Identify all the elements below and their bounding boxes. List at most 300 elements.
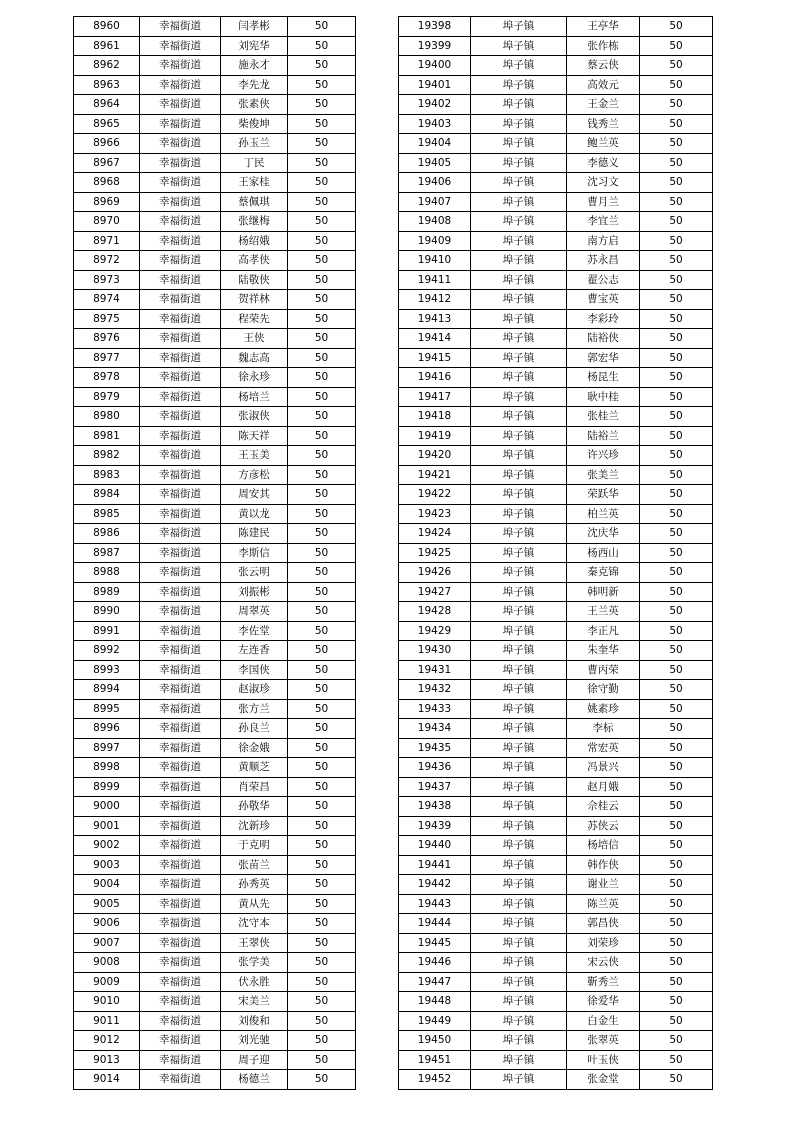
cell-district: 幸福街道 (140, 212, 221, 232)
cell-amount: 50 (640, 465, 713, 485)
cell-id: 19405 (399, 153, 471, 173)
cell-name: 李佐堂 (221, 621, 288, 641)
cell-name: 周安其 (221, 485, 288, 505)
cell-amount: 50 (288, 1050, 356, 1070)
cell-amount: 50 (640, 95, 713, 115)
table-row (399, 875, 713, 895)
table-row (399, 914, 713, 934)
table-row (399, 426, 713, 446)
cell-district: 幸福街道 (140, 777, 221, 797)
cell-id: 19436 (399, 758, 471, 778)
table-row (74, 1011, 356, 1031)
cell-id: 8969 (74, 192, 140, 212)
cell-district: 埠子镇 (471, 212, 567, 232)
cell-name: 伏永胜 (221, 972, 288, 992)
cell-name: 李斯信 (221, 543, 288, 563)
cell-id: 8976 (74, 329, 140, 349)
cell-name: 张云明 (221, 563, 288, 583)
cell-name: 陈兰英 (567, 894, 640, 914)
cell-id: 19448 (399, 992, 471, 1012)
table-row (399, 290, 713, 310)
table-row (399, 192, 713, 212)
table-row (399, 1011, 713, 1031)
cell-amount: 50 (640, 348, 713, 368)
cell-id: 9000 (74, 797, 140, 817)
cell-amount: 50 (640, 114, 713, 134)
table-row (399, 173, 713, 193)
cell-amount: 50 (640, 894, 713, 914)
cell-district: 埠子镇 (471, 953, 567, 973)
table-row (74, 153, 356, 173)
cell-district: 幸福街道 (140, 17, 221, 37)
cell-name: 冯景兴 (567, 758, 640, 778)
cell-name: 沈庆华 (567, 524, 640, 544)
cell-id: 8971 (74, 231, 140, 251)
table-row (74, 504, 356, 524)
cell-district: 幸福街道 (140, 641, 221, 661)
cell-id: 8986 (74, 524, 140, 544)
cell-name: 贺祥林 (221, 290, 288, 310)
table-row (74, 75, 356, 95)
cell-id: 19421 (399, 465, 471, 485)
cell-id: 8966 (74, 134, 140, 154)
cell-district: 埠子镇 (471, 543, 567, 563)
table-row (399, 212, 713, 232)
cell-district: 幸福街道 (140, 972, 221, 992)
cell-amount: 50 (288, 17, 356, 37)
cell-amount: 50 (288, 309, 356, 329)
cell-district: 幸福街道 (140, 1070, 221, 1090)
cell-name: 张素侠 (221, 95, 288, 115)
table-row (399, 621, 713, 641)
table-row (399, 836, 713, 856)
cell-name: 杨昆生 (567, 368, 640, 388)
cell-name: 刘振彬 (221, 582, 288, 602)
cell-amount: 50 (288, 251, 356, 271)
cell-id: 19412 (399, 290, 471, 310)
cell-name: 陆敬侠 (221, 270, 288, 290)
table-row (74, 582, 356, 602)
cell-id: 8998 (74, 758, 140, 778)
cell-id: 19399 (399, 36, 471, 56)
cell-name: 张作栋 (567, 36, 640, 56)
table-row (399, 582, 713, 602)
cell-name: 徐永珍 (221, 368, 288, 388)
table-row (74, 485, 356, 505)
cell-district: 埠子镇 (471, 972, 567, 992)
cell-id: 19404 (399, 134, 471, 154)
cell-amount: 50 (640, 36, 713, 56)
table-row (74, 738, 356, 758)
cell-name: 刘荣珍 (567, 933, 640, 953)
table-row (74, 953, 356, 973)
cell-amount: 50 (640, 231, 713, 251)
cell-district: 幸福街道 (140, 426, 221, 446)
cell-name: 曹丙荣 (567, 660, 640, 680)
cell-amount: 50 (640, 914, 713, 934)
cell-name: 黄以龙 (221, 504, 288, 524)
cell-name: 陈建民 (221, 524, 288, 544)
cell-name: 曹月兰 (567, 192, 640, 212)
cell-amount: 50 (640, 387, 713, 407)
table-row (74, 212, 356, 232)
cell-amount: 50 (288, 446, 356, 466)
cell-amount: 50 (288, 992, 356, 1012)
cell-name: 孙敬华 (221, 797, 288, 817)
table-row (399, 894, 713, 914)
table-row (399, 407, 713, 427)
cell-id: 19442 (399, 875, 471, 895)
cell-id: 19443 (399, 894, 471, 914)
cell-id: 9006 (74, 914, 140, 934)
cell-amount: 50 (640, 426, 713, 446)
cell-district: 幸福街道 (140, 114, 221, 134)
cell-district: 幸福街道 (140, 446, 221, 466)
table-row (399, 446, 713, 466)
cell-district: 幸福街道 (140, 875, 221, 895)
cell-amount: 50 (640, 17, 713, 37)
cell-amount: 50 (288, 348, 356, 368)
table-row (399, 1050, 713, 1070)
cell-id: 19432 (399, 680, 471, 700)
cell-name: 朱奎华 (567, 641, 640, 661)
cell-amount: 50 (288, 894, 356, 914)
table-row (399, 368, 713, 388)
cell-district: 幸福街道 (140, 251, 221, 271)
cell-district: 埠子镇 (471, 914, 567, 934)
cell-amount: 50 (288, 563, 356, 583)
cell-name: 叶玉侠 (567, 1050, 640, 1070)
cell-id: 9010 (74, 992, 140, 1012)
table-row (399, 680, 713, 700)
cell-name: 许兴珍 (567, 446, 640, 466)
cell-name: 韩明新 (567, 582, 640, 602)
right-table (398, 16, 713, 1090)
cell-amount: 50 (640, 504, 713, 524)
cell-id: 19447 (399, 972, 471, 992)
cell-name: 荣跃华 (567, 485, 640, 505)
cell-id: 19444 (399, 914, 471, 934)
cell-name: 郭昌侠 (567, 914, 640, 934)
cell-amount: 50 (640, 134, 713, 154)
cell-district: 幸福街道 (140, 563, 221, 583)
cell-name: 陆裕兰 (567, 426, 640, 446)
table-row (399, 348, 713, 368)
cell-id: 19440 (399, 836, 471, 856)
table-row (399, 719, 713, 739)
cell-name: 王金兰 (567, 95, 640, 115)
cell-id: 8960 (74, 17, 140, 37)
cell-id: 19416 (399, 368, 471, 388)
cell-name: 沈新珍 (221, 816, 288, 836)
cell-district: 幸福街道 (140, 153, 221, 173)
cell-amount: 50 (640, 602, 713, 622)
table-row (74, 407, 356, 427)
cell-id: 8997 (74, 738, 140, 758)
cell-amount: 50 (288, 543, 356, 563)
table-row (399, 660, 713, 680)
cell-amount: 50 (288, 368, 356, 388)
cell-name: 耿中桂 (567, 387, 640, 407)
cell-district: 幸福街道 (140, 894, 221, 914)
table-row (399, 504, 713, 524)
cell-name: 谢业兰 (567, 875, 640, 895)
cell-id: 8974 (74, 290, 140, 310)
cell-district: 埠子镇 (471, 836, 567, 856)
cell-district: 埠子镇 (471, 504, 567, 524)
cell-district: 幸福街道 (140, 56, 221, 76)
cell-amount: 50 (288, 524, 356, 544)
cell-district: 埠子镇 (471, 231, 567, 251)
table-row (399, 95, 713, 115)
cell-amount: 50 (288, 641, 356, 661)
cell-district: 幸福街道 (140, 933, 221, 953)
cell-id: 19450 (399, 1031, 471, 1051)
cell-district: 埠子镇 (471, 621, 567, 641)
table-row (399, 524, 713, 544)
table-row (74, 231, 356, 251)
cell-name: 王亭华 (567, 17, 640, 37)
cell-amount: 50 (640, 446, 713, 466)
cell-id: 8983 (74, 465, 140, 485)
cell-district: 埠子镇 (471, 797, 567, 817)
cell-amount: 50 (640, 621, 713, 641)
table-row (399, 1070, 713, 1090)
table-row (74, 348, 356, 368)
cell-id: 19408 (399, 212, 471, 232)
cell-amount: 50 (640, 368, 713, 388)
cell-amount: 50 (288, 777, 356, 797)
cell-district: 埠子镇 (471, 348, 567, 368)
cell-id: 19420 (399, 446, 471, 466)
cell-amount: 50 (640, 56, 713, 76)
cell-name: 李彩玲 (567, 309, 640, 329)
cell-district: 幸福街道 (140, 543, 221, 563)
cell-name: 张桂兰 (567, 407, 640, 427)
cell-id: 19434 (399, 719, 471, 739)
cell-amount: 50 (640, 485, 713, 505)
table-row (74, 309, 356, 329)
cell-id: 19411 (399, 270, 471, 290)
cell-name: 张翠英 (567, 1031, 640, 1051)
cell-name: 张学美 (221, 953, 288, 973)
cell-id: 19413 (399, 309, 471, 329)
cell-id: 8965 (74, 114, 140, 134)
table-row (74, 329, 356, 349)
table-row (74, 914, 356, 934)
cell-id: 8979 (74, 387, 140, 407)
table-row (74, 36, 356, 56)
cell-amount: 50 (640, 855, 713, 875)
cell-id: 19422 (399, 485, 471, 505)
cell-amount: 50 (640, 251, 713, 271)
cell-id: 9014 (74, 1070, 140, 1090)
cell-id: 8987 (74, 543, 140, 563)
table-row (74, 602, 356, 622)
cell-amount: 50 (640, 660, 713, 680)
cell-district: 幸福街道 (140, 1050, 221, 1070)
cell-district: 幸福街道 (140, 95, 221, 115)
table-row (74, 758, 356, 778)
cell-name: 曹宝英 (567, 290, 640, 310)
cell-amount: 50 (288, 114, 356, 134)
cell-name: 杨绍娥 (221, 231, 288, 251)
table-row (399, 992, 713, 1012)
cell-district: 埠子镇 (471, 1011, 567, 1031)
cell-name: 黄顺芝 (221, 758, 288, 778)
cell-name: 李国侠 (221, 660, 288, 680)
cell-amount: 50 (288, 192, 356, 212)
cell-amount: 50 (640, 758, 713, 778)
cell-id: 9005 (74, 894, 140, 914)
cell-name: 翟公志 (567, 270, 640, 290)
table-row (74, 972, 356, 992)
cell-amount: 50 (640, 816, 713, 836)
table-row (399, 972, 713, 992)
cell-amount: 50 (640, 953, 713, 973)
cell-district: 埠子镇 (471, 563, 567, 583)
cell-name: 常宏英 (567, 738, 640, 758)
cell-district: 幸福街道 (140, 231, 221, 251)
table-row (399, 543, 713, 563)
table-row (399, 75, 713, 95)
cell-name: 姚素珍 (567, 699, 640, 719)
cell-id: 8982 (74, 446, 140, 466)
cell-district: 幸福街道 (140, 855, 221, 875)
cell-amount: 50 (288, 231, 356, 251)
cell-amount: 50 (288, 1011, 356, 1031)
cell-name: 王兰英 (567, 602, 640, 622)
cell-amount: 50 (288, 699, 356, 719)
cell-amount: 50 (640, 1011, 713, 1031)
cell-id: 19438 (399, 797, 471, 817)
cell-name: 王玉美 (221, 446, 288, 466)
cell-district: 埠子镇 (471, 173, 567, 193)
cell-name: 杨培信 (567, 836, 640, 856)
cell-amount: 50 (288, 855, 356, 875)
cell-id: 19439 (399, 816, 471, 836)
cell-amount: 50 (288, 95, 356, 115)
cell-amount: 50 (288, 173, 356, 193)
cell-id: 19452 (399, 1070, 471, 1090)
cell-id: 8992 (74, 641, 140, 661)
table-row (399, 56, 713, 76)
cell-amount: 50 (288, 1031, 356, 1051)
cell-district: 埠子镇 (471, 875, 567, 895)
cell-id: 8964 (74, 95, 140, 115)
cell-district: 幸福街道 (140, 1011, 221, 1031)
cell-district: 幸福街道 (140, 992, 221, 1012)
cell-id: 9012 (74, 1031, 140, 1051)
cell-district: 埠子镇 (471, 1031, 567, 1051)
cell-district: 幸福街道 (140, 582, 221, 602)
cell-name: 张方兰 (221, 699, 288, 719)
cell-amount: 50 (288, 660, 356, 680)
cell-amount: 50 (640, 582, 713, 602)
cell-amount: 50 (288, 329, 356, 349)
cell-district: 幸福街道 (140, 504, 221, 524)
cell-name: 柴俊坤 (221, 114, 288, 134)
table-row (74, 387, 356, 407)
cell-name: 宋云侠 (567, 953, 640, 973)
table-row (399, 797, 713, 817)
cell-amount: 50 (640, 972, 713, 992)
cell-district: 埠子镇 (471, 777, 567, 797)
cell-id: 19445 (399, 933, 471, 953)
cell-amount: 50 (640, 1031, 713, 1051)
cell-id: 19433 (399, 699, 471, 719)
table-row (399, 114, 713, 134)
cell-amount: 50 (640, 563, 713, 583)
cell-amount: 50 (288, 719, 356, 739)
cell-id: 8995 (74, 699, 140, 719)
cell-amount: 50 (288, 290, 356, 310)
cell-amount: 50 (288, 602, 356, 622)
cell-district: 埠子镇 (471, 719, 567, 739)
cell-name: 张金堂 (567, 1070, 640, 1090)
table-row (74, 1031, 356, 1051)
cell-district: 埠子镇 (471, 992, 567, 1012)
cell-district: 幸福街道 (140, 465, 221, 485)
cell-id: 8975 (74, 309, 140, 329)
cell-district: 埠子镇 (471, 153, 567, 173)
cell-name: 刘宪华 (221, 36, 288, 56)
cell-amount: 50 (640, 173, 713, 193)
cell-amount: 50 (288, 797, 356, 817)
cell-district: 埠子镇 (471, 641, 567, 661)
cell-name: 张淑侠 (221, 407, 288, 427)
table-row (399, 251, 713, 271)
cell-district: 幸福街道 (140, 387, 221, 407)
cell-amount: 50 (640, 836, 713, 856)
cell-district: 埠子镇 (471, 329, 567, 349)
table-row (399, 1031, 713, 1051)
cell-amount: 50 (288, 485, 356, 505)
cell-name: 高效元 (567, 75, 640, 95)
cell-district: 幸福街道 (140, 680, 221, 700)
cell-id: 19398 (399, 17, 471, 37)
cell-district: 埠子镇 (471, 426, 567, 446)
cell-district: 幸福街道 (140, 816, 221, 836)
cell-id: 19427 (399, 582, 471, 602)
cell-district: 埠子镇 (471, 95, 567, 115)
cell-district: 埠子镇 (471, 660, 567, 680)
cell-id: 8961 (74, 36, 140, 56)
cell-id: 19402 (399, 95, 471, 115)
table-row (399, 758, 713, 778)
table-row (399, 816, 713, 836)
cell-district: 埠子镇 (471, 524, 567, 544)
cell-name: 沈习文 (567, 173, 640, 193)
table-row (399, 738, 713, 758)
cell-district: 埠子镇 (471, 602, 567, 622)
table-row (74, 524, 356, 544)
cell-amount: 50 (640, 699, 713, 719)
table-row (74, 836, 356, 856)
cell-id: 19451 (399, 1050, 471, 1070)
cell-amount: 50 (640, 192, 713, 212)
cell-id: 19437 (399, 777, 471, 797)
cell-id: 9004 (74, 875, 140, 895)
table-row (399, 953, 713, 973)
cell-district: 埠子镇 (471, 407, 567, 427)
cell-district: 埠子镇 (471, 134, 567, 154)
table-row (74, 446, 356, 466)
cell-amount: 50 (288, 1070, 356, 1090)
cell-id: 9013 (74, 1050, 140, 1070)
table-row (74, 621, 356, 641)
table-row (399, 36, 713, 56)
